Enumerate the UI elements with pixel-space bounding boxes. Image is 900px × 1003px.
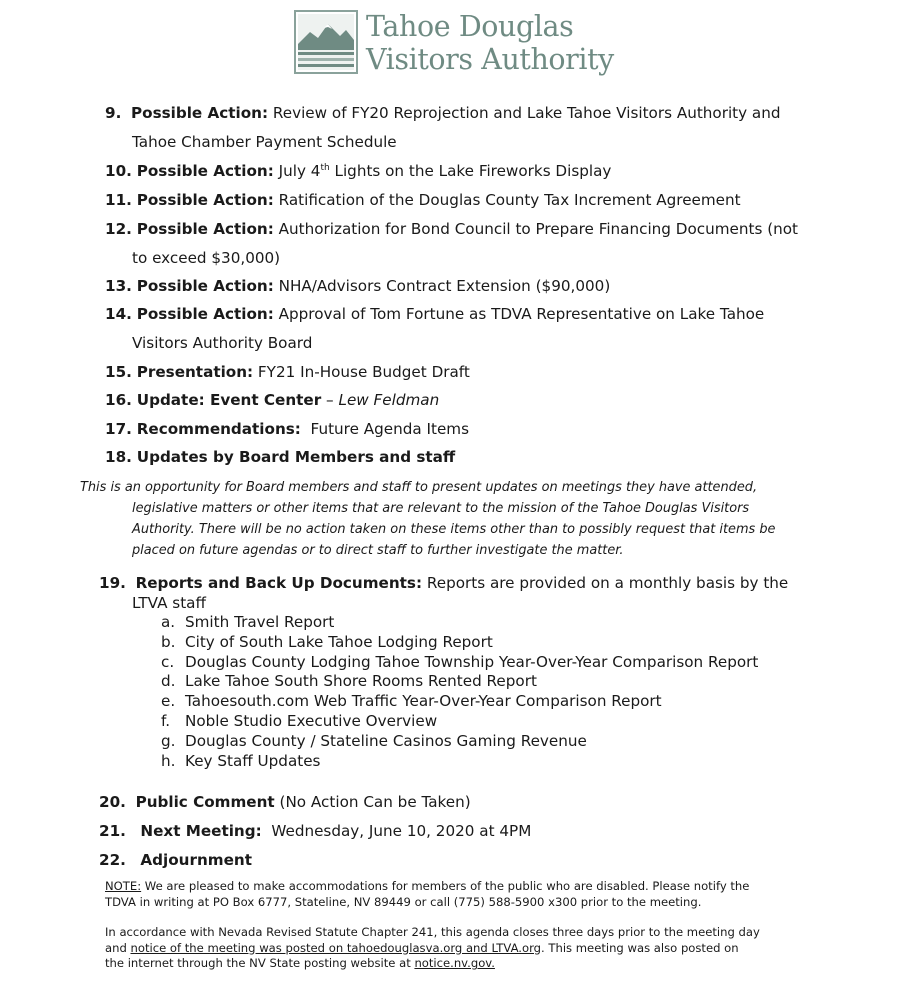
item-label: Possible Action: (136, 191, 274, 209)
agenda-item-21 (99, 821, 819, 841)
board-updates-note (80, 477, 800, 561)
agenda-item-19 (99, 573, 819, 771)
item-number: 17. (105, 420, 132, 438)
note-line: placed on future agendas or to direct staff to further investigate the matter. (132, 543, 624, 558)
note-line: TDVA in writing at PO Box 6777, Stateline, NV 89449 or call (775) 588-5900 x300 prior to the meeting. (105, 894, 702, 909)
list-text: City of South Lake Tahoe Lodging Report (185, 632, 493, 651)
list-item (99, 712, 819, 732)
org-name (366, 10, 616, 76)
list-item (99, 732, 819, 752)
item-label: Adjournment (140, 851, 252, 869)
item-number: 18. (105, 448, 132, 466)
item-text: (No Action Can be Taken) (274, 793, 471, 811)
accessibility-note (105, 879, 795, 910)
notice-line (105, 941, 795, 957)
agenda-item-10 (105, 157, 805, 186)
item-number: 11. (105, 191, 132, 209)
list-letter: g. (161, 731, 176, 750)
agenda-item-18 (105, 443, 805, 472)
notice-text: and (105, 940, 131, 955)
list-text: Noble Studio Executive Overview (185, 711, 438, 730)
item-label: Update: Event Center (136, 391, 322, 409)
list-text: Smith Travel Report (185, 613, 335, 631)
item-text: Ratification of the Douglas County Tax Increment Agreement (273, 191, 741, 209)
list-letter: f. (161, 711, 171, 730)
list-item (99, 752, 819, 772)
agenda-item-17 (105, 415, 805, 444)
agenda-item-20 (99, 792, 819, 812)
notice-text: . This meeting was also posted on (541, 940, 739, 955)
list-item (99, 692, 819, 712)
item-number: 15. (105, 363, 132, 381)
item-label: Possible Action: (136, 162, 274, 180)
reports-list (99, 613, 819, 771)
list-letter: d. (161, 672, 176, 691)
item-text: Approval of Tom Fortune as TDVA Representative on Lake Tahoe (273, 305, 765, 323)
list-text: Douglas County / Stateline Casinos Gaming Revenue (185, 731, 587, 750)
item-label: Possible Action: (136, 277, 274, 295)
note-line: This is an opportunity for Board members and staff to present updates on meetings they have attended, (80, 480, 758, 495)
item-text: Future Agenda Items (300, 420, 469, 438)
list-letter: b. (161, 632, 176, 651)
note-label: NOTE: (105, 879, 142, 893)
list-text: Lake Tahoe South Shore Rooms Rented Report (185, 672, 537, 691)
item-number: 21. (99, 822, 126, 840)
org-logo (294, 10, 614, 80)
item-superscript: th (320, 163, 330, 173)
item-number: 14. (105, 305, 132, 323)
agenda-item-22 (99, 850, 819, 870)
list-letter: c. (161, 652, 175, 671)
note-line: legislative matters or other items that are relevant to the mission of the Tahoe Douglas Visitors (132, 501, 750, 516)
item-label: Presentation: (136, 363, 254, 381)
list-letter: h. (161, 751, 176, 770)
item-label: Updates by Board Members and staff (136, 448, 456, 466)
state-posting-link[interactable]: notice.nv.gov. (414, 956, 495, 970)
list-text: Tahoesouth.com Web Traffic Year-Over-Year Comparison Report (185, 692, 662, 711)
agenda-item-9 (105, 99, 805, 157)
item-text: Reports are provided on a monthly basis by the (422, 574, 789, 592)
reports-heading (99, 573, 819, 593)
item-label: Possible Action: (136, 220, 274, 238)
list-text: Key Staff Updates (185, 751, 321, 770)
item-number: 13. (105, 277, 132, 295)
note-text: We are pleased to make accommodations for members of the public who are disabled. Please notify the (141, 879, 750, 893)
item-number: 12. (105, 220, 132, 238)
org-name-line1: Tahoe Douglas (366, 10, 574, 43)
item-label: Reports and Back Up Documents: (135, 574, 423, 592)
agenda-item-16 (105, 386, 805, 415)
item-number: 22. (99, 851, 126, 869)
list-letter: a. (161, 613, 176, 631)
list-item (99, 672, 819, 692)
agenda-item-12 (105, 215, 805, 273)
agenda-item-13 (105, 272, 805, 301)
item-text: Authorization for Bond Council to Prepare Financing Documents (not (273, 220, 798, 238)
item-presenter: Lew Feldman (338, 391, 440, 409)
item-text: Review of FY20 Reprojection and Lake Tahoe Visitors Authority and (268, 104, 781, 122)
item-label: Possible Action: (136, 305, 274, 323)
agenda-item-14 (105, 300, 805, 358)
note-line: Authority. There will be no action taken on these items other than to possibly request that items be (132, 522, 776, 537)
mountain-lake-logo (294, 10, 358, 74)
item-number: 19. (99, 574, 126, 592)
item-continuation: Visitors Authority Board (132, 334, 313, 352)
posting-notice (105, 925, 795, 972)
notice-line (105, 956, 795, 972)
list-item (99, 633, 819, 653)
item-label: Possible Action: (131, 104, 269, 122)
agenda-item-11 (105, 186, 805, 215)
item-label: Recommendations: (136, 420, 301, 438)
item-label: Next Meeting: (140, 822, 262, 840)
list-letter: e. (161, 692, 176, 711)
item-number: 9. (105, 104, 122, 122)
list-item (99, 613, 819, 633)
org-name-line2: Visitors Authority (366, 43, 614, 76)
item-label: Public Comment (135, 793, 275, 811)
item-continuation: LTVA staff (132, 594, 206, 612)
item-text: – (321, 391, 339, 409)
item-text: Wednesday, June 10, 2020 at 4PM (261, 822, 532, 840)
item-text: July 4 (273, 162, 321, 180)
item-continuation: to exceed $30,000) (132, 249, 281, 267)
item-continuation: Tahoe Chamber Payment Schedule (132, 133, 397, 151)
item-number: 10. (105, 162, 132, 180)
list-text: Douglas County Lodging Tahoe Township Year-Over-Year Comparison Report (185, 652, 759, 671)
notice-line: In accordance with Nevada Revised Statute Chapter 241, this agenda closes three days prior to the meeting day (105, 925, 760, 939)
posting-link[interactable]: notice of the meeting was posted on tahoedouglasva.org and LTVA.org (130, 940, 542, 955)
notice-text: the internet through the NV State posting website at (105, 956, 415, 970)
item-text: NHA/Advisors Contract Extension ($90,000) (273, 277, 611, 295)
item-text: FY21 In-House Budget Draft (253, 363, 470, 381)
item-number: 16. (105, 391, 132, 409)
item-number: 20. (99, 793, 126, 811)
note-line (105, 879, 795, 895)
list-item (99, 653, 819, 673)
item-text-after: Lights on the Lake Fireworks Display (329, 162, 612, 180)
agenda-item-15 (105, 358, 805, 387)
